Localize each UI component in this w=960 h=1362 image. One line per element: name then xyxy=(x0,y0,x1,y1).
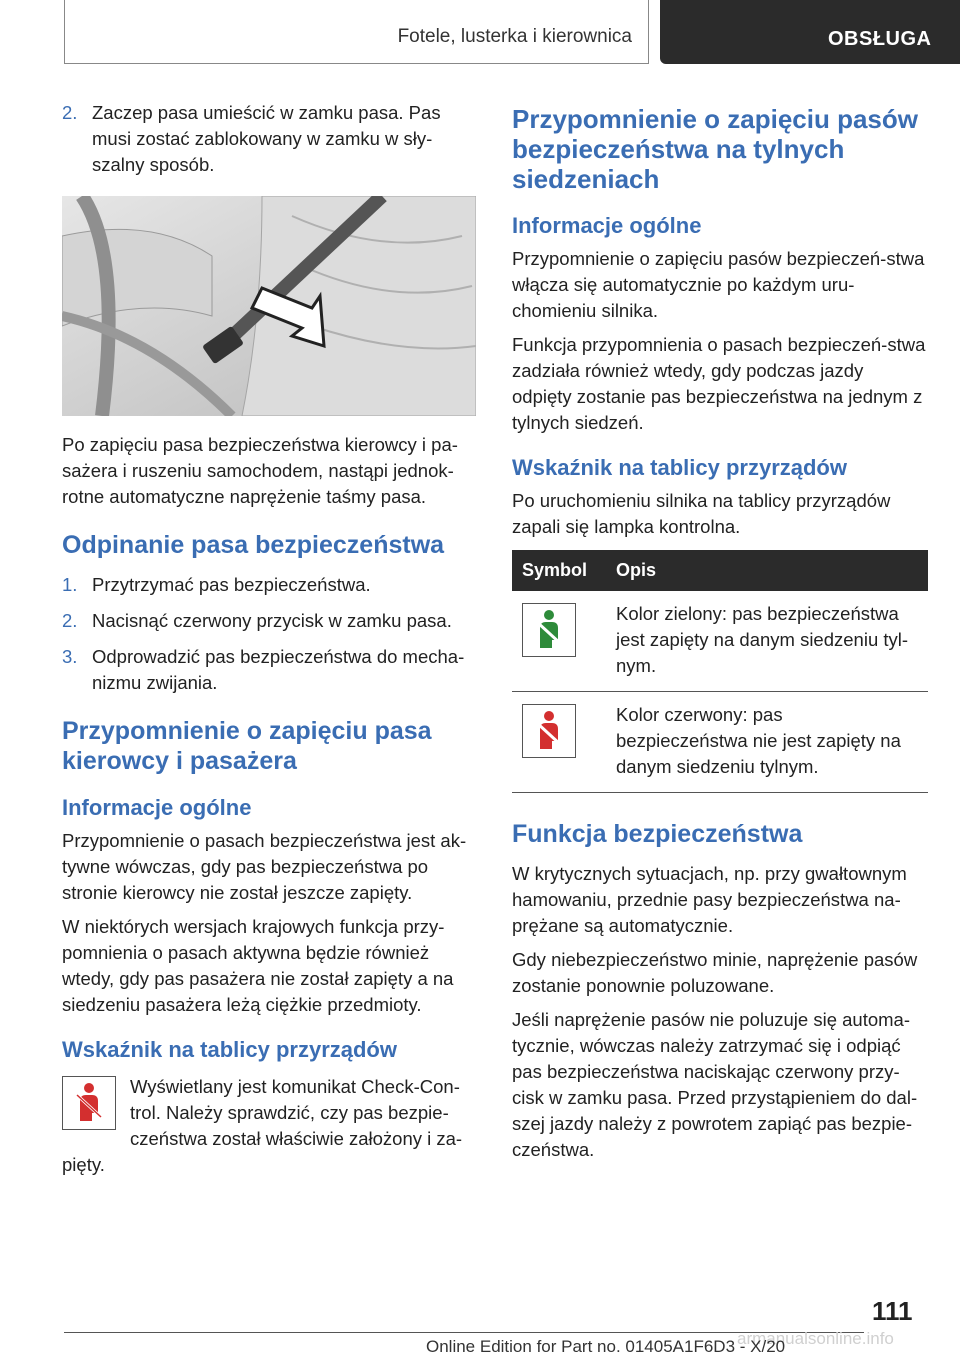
table-row xyxy=(512,591,928,692)
rear-indicator-heading: Wskaźnik na tablicy przyrządów xyxy=(512,455,847,480)
step-number: 2. xyxy=(62,610,78,631)
seat-photo-illustration xyxy=(62,196,476,416)
step-item xyxy=(62,572,476,598)
chapter-tab-label: OBSŁUGA xyxy=(828,28,932,50)
rear-indicator-text: Po uruchomieniu silnika na tablicy przyrządów zapali się lampka kontrolna. xyxy=(512,490,891,537)
rear-general-heading: Informacje ogólne xyxy=(512,213,702,238)
step-number: 1. xyxy=(62,574,78,595)
rear-reminder-heading: Przypomnienie o zapięciu pasów bezpieczeństwa na tylnych siedzeniach xyxy=(512,104,918,194)
page-number: 111 xyxy=(872,1296,913,1326)
step-text: Przytrzymać pas bezpieczeństwa. xyxy=(92,574,371,595)
header-box xyxy=(64,0,649,64)
green-seatbelt-icon xyxy=(522,603,576,657)
column-header-description: Opis xyxy=(606,550,928,591)
step-number: 3. xyxy=(62,646,78,667)
chapter-tab xyxy=(660,0,960,64)
indicator-block xyxy=(62,1070,476,1178)
step-item xyxy=(62,100,476,178)
step-item xyxy=(62,644,476,696)
watermark: armanualsonline.info xyxy=(737,1329,894,1348)
general-paragraph-1: Przypomnienie o pasach bezpieczeństwa jest ak-tywne wówczas, gdy pas bezpieczeństwa po stronie kierowcy nie został jeszcze zapięty. xyxy=(62,830,467,903)
function-paragraph-1: W krytycznych sytuacjach, np. przy gwałtownym hamowaniu, przednie pasy bezpieczeństwa na-prężane są automatycznie. xyxy=(512,863,907,936)
step-number: 2. xyxy=(62,102,78,123)
description-cell: Kolor zielony: pas bezpieczeństwa jest zapięty na danym siedzeniu tyl-nym. xyxy=(606,591,928,692)
rear-general-paragraph-1: Przypomnienie o zapięciu pasów bezpieczeń-stwa włącza się automatycznie po każdym uru-chomieniu silnika. xyxy=(512,248,925,321)
safety-function-heading: Funkcja bezpieczeństwa xyxy=(512,820,803,848)
left-column xyxy=(62,100,476,1186)
right-column xyxy=(512,100,926,1171)
indicator-text: Wyświetlany jest komunikat Check-Con-trol. Należy sprawdzić, czy pas bezpie-czeństwa został właściwie założony i za-pięty. xyxy=(62,1076,463,1175)
step-text: Zaczep pasa umieścić w zamku pasa. Pas musi zostać zablokowany w zamku w sły-szalny sposób. xyxy=(92,102,441,175)
step-text: Nacisnąć czerwony przycisk w zamku pasa. xyxy=(92,610,452,631)
symbol-cell xyxy=(512,692,606,793)
red-seatbelt-icon xyxy=(522,704,576,758)
reminder-heading: Przypomnienie o zapięciu pasa kierowcy i pasażera xyxy=(62,717,432,775)
indicator-heading: Wskaźnik na tablicy przyrządów xyxy=(62,1037,397,1062)
general-paragraph-2: W niektórych wersjach krajowych funkcja przy-pomnienia o pasach aktywna będzie również wtedy, gdy pas pasażera nie został zapięty a na siedzeniu pasażera leżą ciężkie przedmioty. xyxy=(62,916,454,1015)
general-info-heading: Informacje ogólne xyxy=(62,795,252,820)
section-title: Fotele, lusterka i kierownica xyxy=(397,26,632,47)
rear-general-paragraph-2: Funkcja przypomnienia o pasach bezpieczeń-stwa zadziała również wtedy, gdy podczas jazdy odpięty zostanie pas bezpieczeństwa na jednym z tylnych siedzeń. xyxy=(512,334,926,433)
symbol-cell xyxy=(512,591,606,692)
red-seatbelt-warning-icon xyxy=(62,1076,116,1130)
description-cell: Kolor czerwony: pas bezpieczeństwa nie jest zapięty na danym siedzeniu tylnym. xyxy=(606,692,928,793)
after-photo-paragraph: Po zapięciu pasa bezpieczeństwa kierowcy i pa-sażera i ruszeniu samochodem, nastąpi jednok-rotne automatyczne naprężenie taśmy pasa. xyxy=(62,434,458,507)
edition-footer: Online Edition for Part no. 01405A1F6D3 - X/20 xyxy=(426,1337,786,1356)
function-paragraph-3: Jeśli naprężenie pasów nie poluzuje się automa-tycznie, wówczas należy zatrzymać się i odpiąć pas bezpieczeństwa naciskając czerwony przy-cisk w zamku pasa. Przed przystąpieniem do dal-szej jazdy należy z powrotem zapiąć pas bezpie-czeństwa. xyxy=(512,1009,918,1160)
step-item xyxy=(62,608,476,634)
seat-belt-buckle-photo xyxy=(62,196,476,416)
step-text: Odprowadzić pas bezpieczeństwa do mecha-nizmu zwijania. xyxy=(92,646,465,693)
column-header-symbol: Symbol xyxy=(512,550,606,591)
unbuckle-heading: Odpinanie pasa bezpieczeństwa xyxy=(62,531,445,559)
table-header-row xyxy=(512,550,928,591)
table-row xyxy=(512,692,928,793)
function-paragraph-2: Gdy niebezpieczeństwo minie, naprężenie pasów zostanie ponownie poluzowane. xyxy=(512,949,918,996)
symbol-table xyxy=(512,550,928,793)
